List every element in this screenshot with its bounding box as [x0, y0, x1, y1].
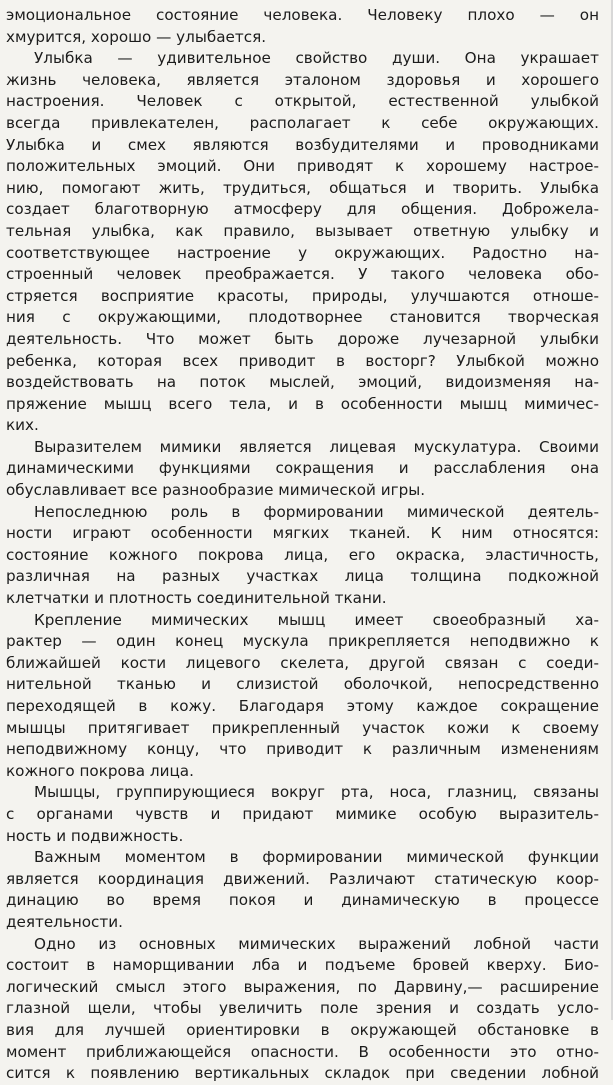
text-line: ния с окружающими, плодотворнее становится творческая — [6, 308, 599, 327]
text-line: переходящей в кожу. Благодаря этому каждое сокращение — [6, 697, 599, 715]
text-line: ности играют особенности мягких тканей. К ним относятся: — [6, 524, 599, 543]
text-line: строенный человек преображается. У такого человека обо- — [6, 265, 599, 284]
text-line: динацию во время покоя и динамическую в процессе — [6, 891, 599, 910]
text-line: Важным моментом в формировании мимической функции — [34, 848, 599, 867]
text-line: ребенка, которая всех приводит в восторг? Улыбкой можно — [6, 351, 599, 370]
text-line: логический смысл этого выражения, по Дарвину,— расширение — [6, 977, 599, 996]
paragraph — [6, 610, 599, 783]
text-line: состояние кожного покрова лица, его окраска, эластичность, — [6, 545, 599, 564]
text-line: воздействовать на поток мыслей, эмоций, видоизменяя на- — [6, 373, 599, 392]
text-line: ближайшей кости лицевого скелета, другой связан с соеди- — [6, 653, 599, 672]
paragraph — [6, 5, 599, 48]
text-line: хмурится, хорошо — улыбается. — [6, 27, 267, 46]
text-line: тельная улыбка, как правило, вызывает ответную улыбку и — [6, 221, 599, 240]
text-line: стряется восприятие красоты, природы, улучшаются отноше- — [6, 286, 599, 305]
text-line: настроения. Человек с открытой, естественной улыбкой — [6, 92, 599, 111]
text-line: Одно из основных мимических выражений лобной части — [34, 934, 599, 953]
text-line: жизнь человека, является эталоном здоровья и хорошего — [6, 70, 599, 89]
text-line: различная на разных участках лица толщина подкожной — [6, 567, 599, 586]
text-line: деятельность. Что может быть дороже лучезарной улыбки — [6, 329, 599, 348]
text-line: кожного покрова лица. — [6, 761, 194, 780]
text-line: мышцы притягивает прикрепленный участок кожи к своему — [6, 718, 599, 737]
text-line: Мышцы, группирующиеся вокруг рта, носа, глазниц, связаны — [34, 783, 599, 802]
text-line: положительных эмоций. Они приводят к хорошему настрое- — [6, 157, 599, 176]
text-line: с органами чувств и придают мимике особую выразитель- — [6, 804, 599, 823]
text-line: состоит в наморщивании лба и подъеме бровей кверху. Био- — [6, 956, 599, 975]
text-line: соответствующее настроение у окружающих. Радостно на- — [6, 243, 599, 262]
paragraph — [6, 934, 599, 1085]
text-line: динамическими функциями сокращения и расслабления она — [6, 459, 599, 478]
text-line: Крепление мимических мышц имеет своеобразный ха- — [34, 610, 599, 629]
text-line: момент приближающейся опасности. В особенности это отно- — [6, 1042, 599, 1061]
paragraph — [6, 437, 599, 502]
paragraph — [6, 782, 599, 847]
text-line: рактер — один конец мускула прикрепляется неподвижно к — [6, 632, 599, 651]
text-line: деятельности. — [6, 912, 123, 931]
text-line: глазной щели, чтобы увеличить поле зрения и создать усло- — [6, 999, 599, 1018]
text-line: вия для лучшей ориентировки в окружающей обстановке в — [6, 1020, 599, 1039]
text-line: Выразителем мимики является лицевая мускулатура. Своими — [34, 437, 599, 456]
paragraph — [6, 48, 599, 437]
text-line: создает благотворную атмосферу для общения. Доброжела- — [6, 200, 599, 219]
text-line: нию, помогают жить, трудиться, общаться и творить. Улыбка — [6, 178, 599, 197]
paragraph — [6, 502, 599, 610]
text-line: Непоследнюю роль в формировании мимической деятель- — [34, 502, 599, 521]
text-line: Улыбка и смех являются возбудителями и проводниками — [6, 135, 599, 154]
text-line: пряжение мышц всего тела, и в особенности мышц мимичес- — [6, 394, 599, 413]
text-line: является координация движений. Различают статическую коор- — [6, 869, 599, 888]
page-text — [6, 5, 599, 1085]
text-line: Улыбка — удивительное свойство души. Она украшает — [34, 49, 599, 68]
text-line: нительной тканью и слизистой оболочкой, непосредственно — [6, 675, 599, 694]
text-line: ких. — [6, 416, 39, 435]
text-line: обуславливает все разнообразие мимической игры. — [6, 481, 426, 500]
text-line: сится к появлению вертикальных складок при сведении лобной — [6, 1064, 599, 1083]
text-line: ность и подвижность. — [6, 826, 184, 845]
text-line: эмоциональное состояние человека. Человеку плохо — он — [6, 6, 599, 24]
text-line: всегда привлекателен, располагает к себе окружающих. — [6, 113, 599, 132]
text-line: клетчатки и плотность соединительной ткани. — [6, 589, 387, 608]
text-line: неподвижному концу, что приводит к различным изменениям — [6, 740, 599, 759]
paragraph — [6, 847, 599, 933]
